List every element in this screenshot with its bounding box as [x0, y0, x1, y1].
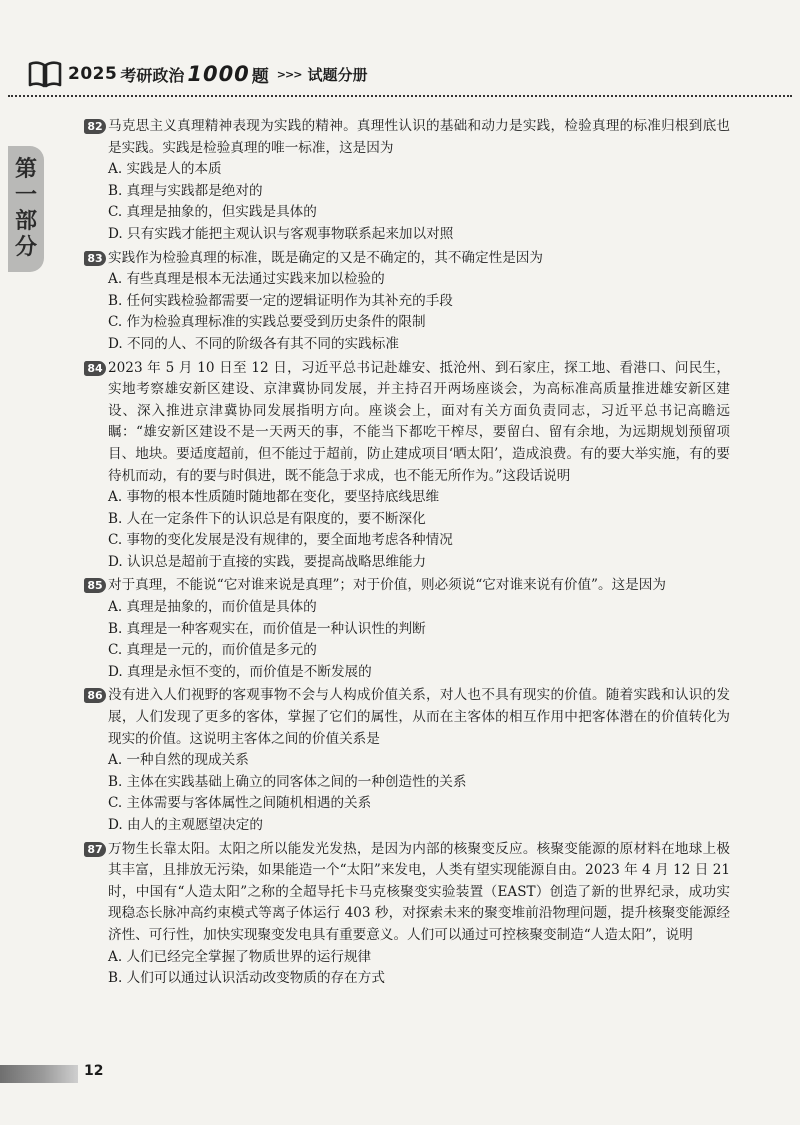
question-83 [84, 248, 730, 356]
option-list [84, 159, 730, 245]
option-list [84, 487, 730, 573]
question-text: 没有进入人们视野的客观事物不会与人构成价值关系，对人也不具有现实的价值。随着实践和认识的发展，人们发现了更多的客体，掌握了它们的属性，从而在主客体的相互作用中把客体潜在的价值转化为现实的价值。这说明主客体之间的价值关系是 [108, 687, 730, 747]
option-a: A. 实践是人的本质 [108, 161, 222, 178]
question-number-badge: 86 [84, 688, 106, 703]
question-82 [84, 116, 730, 246]
section-tab-char: 第 [14, 157, 37, 183]
question-number-badge: 84 [84, 361, 106, 376]
option-b: B. 人在一定条件下的认识总是有限度的，要不断深化 [108, 510, 426, 527]
option-a: A. 有些真理是根本无法通过实践来加以检验的 [108, 271, 385, 288]
question-87 [84, 839, 730, 990]
question-stem [84, 248, 730, 270]
page-number: 12 [84, 1063, 104, 1079]
section-tab-char: 部 [14, 209, 37, 234]
header-unit: 题 [251, 66, 269, 87]
header-arrows: >>> [276, 67, 302, 81]
question-86 [84, 685, 730, 836]
option-d: D. 真理是永恒不变的，而价值是不断发展的 [108, 663, 372, 680]
option-c: C. 真理是抽象的，但实践是具体的 [108, 204, 317, 221]
option-b: B. 人们可以通过认识活动改变物质的存在方式 [108, 970, 385, 987]
question-stem [84, 839, 730, 947]
page-header [28, 56, 367, 92]
header-count: 1000 [187, 62, 250, 86]
section-tab-char: 一 [14, 183, 37, 209]
footer-bar [0, 1065, 78, 1083]
option-list [84, 269, 730, 355]
option-list [84, 597, 730, 683]
option-c: C. 主体需要与客体属性之间随机相遇的关系 [108, 795, 372, 812]
header-subject: 考研政治 [120, 65, 185, 85]
option-d: D. 不同的人、不同的阶级各有其不同的实践标准 [108, 335, 399, 352]
question-84 [84, 358, 730, 574]
option-b: B. 真理与实践都是绝对的 [108, 182, 263, 199]
option-a: A. 事物的根本性质随时随地都在变化，要坚持底线思维 [108, 489, 440, 506]
question-text: 实践作为检验真理的标准，既是确定的又是不确定的，其不确定性是因为 [108, 249, 543, 266]
header-divider [8, 95, 792, 97]
question-stem [84, 116, 730, 159]
option-a: A. 一种自然的现成关系 [108, 752, 249, 769]
question-list [84, 116, 730, 992]
section-tab-char: 分 [14, 234, 37, 260]
question-text: 对于真理，不能说“它对谁来说是真理”；对于价值，则必须说“它对谁来说有价值”。这是因为 [108, 577, 666, 594]
option-b: B. 真理是一种客观实在，而价值是一种认识性的判断 [108, 620, 426, 637]
option-c: C. 真理是一元的，而价值是多元的 [108, 642, 317, 659]
question-text: 万物生长靠太阳。太阳之所以能发光发热，是因为内部的核聚变反应。核聚变能源的原材料在地球上极其丰富，且排放无污染，如果能造一个“太阳”来发电，人类有望实现能源自由。2023 年 4 月 12 日 21 时，中国有“人造太阳”之称的全超导托卡马克核聚变实验装置（EAST）创造了新的世界纪录，成功实现稳态长脉冲高约束模式等离子体运行 403 秒，对探索未来的聚变堆前沿物理问题，提升核聚变能源经济性、可行性，加快实现聚变发电具有重要意义。人们可以通过可控核聚变制造“人造太阳”，说明 [108, 840, 730, 943]
question-text: 2023 年 5 月 10 日至 12 日，习近平总书记赴雄安、抵沧州、到石家庄，探工地、看港口、问民生，实地考察雄安新区建设、京津冀协同发展，并主持召开两场座谈会，为高标准高质量推进雄安新区建设、深入推进京津冀协同发展指明方向。座谈会上，面对有关方面负责同志，习近平总书记高瞻远瞩：“雄安新区建设不是一天两天的事，不能当下都吃干榨尽，要留白、留有余地，为远期规划预留项目、地块。要适度超前，但不能过于超前，防止建成项目‘晒太阳’，造成浪费。有的要大举实施，有的要待机而动，有的要与时俱进，既不能急于求成，也不能无所作为。”这段话说明 [108, 359, 730, 484]
question-stem [84, 685, 730, 750]
option-a: A. 真理是抽象的，而价值是具体的 [108, 599, 317, 616]
option-list [84, 750, 730, 836]
option-d: D. 由人的主观愿望决定的 [108, 817, 263, 833]
option-c: C. 作为检验真理标准的实践总要受到历史条件的限制 [108, 314, 426, 331]
section-tab [8, 146, 44, 272]
option-b: B. 主体在实践基础上确立的同客体之间的一种创造性的关系 [108, 773, 467, 790]
option-c: C. 事物的变化发展是没有规律的，要全面地考虑各种情况 [108, 532, 453, 549]
question-85 [84, 575, 730, 683]
question-number-badge: 82 [84, 119, 106, 134]
header-year: 2025 [68, 64, 118, 84]
header-book-title: 试题分册 [307, 65, 368, 84]
question-number-badge: 83 [84, 251, 106, 266]
question-number-badge: 87 [84, 842, 106, 857]
option-b: B. 任何实践检验都需要一定的逻辑证明作为其补充的手段 [108, 292, 453, 309]
option-a: A. 人们已经完全掌握了物质世界的运行规律 [108, 948, 372, 965]
question-text: 马克思主义真理精神表现为实践的精神。真理性认识的基础和动力是实践，检验真理的标准归根到底也是实践。实践是检验真理的唯一标准，这是因为 [108, 118, 730, 156]
open-book-icon [28, 59, 62, 89]
question-stem [84, 575, 730, 597]
option-list [84, 947, 730, 990]
question-number-badge: 85 [84, 578, 106, 593]
option-d: D. 认识总是超前于直接的实践，要提高战略思维能力 [108, 553, 427, 570]
question-stem [84, 358, 730, 488]
option-d: D. 只有实践才能把主观认识与客观事物联系起来加以对照 [108, 225, 454, 242]
